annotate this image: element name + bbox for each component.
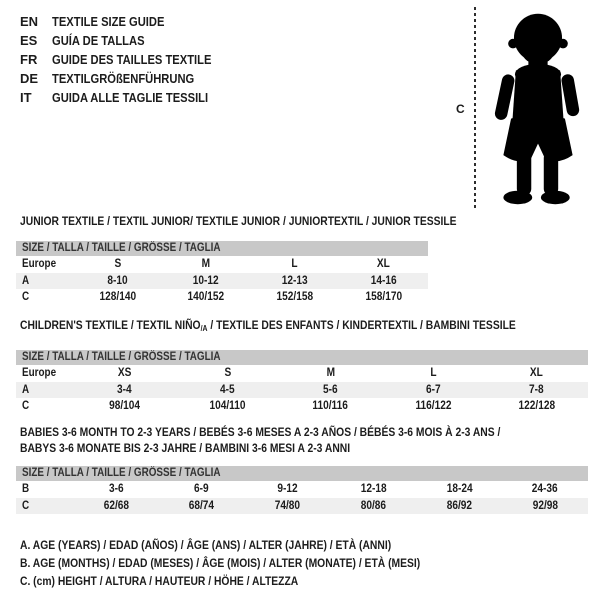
section-title-children-text xyxy=(20,318,516,333)
table-cell xyxy=(162,289,251,306)
row-label-text: Europe xyxy=(22,258,57,270)
language-row xyxy=(20,69,237,88)
table-cell xyxy=(176,365,279,382)
cell-value: L xyxy=(430,367,437,379)
cell-value: 12-13 xyxy=(281,274,308,287)
table-cell xyxy=(251,289,340,306)
table-row xyxy=(16,365,588,382)
cell-value: 86/92 xyxy=(446,499,472,512)
table-row xyxy=(16,498,588,515)
legend-note-c-text: C. (cm) HEIGHT / ALTURA / HAUTEUR / HÖHE / ALTEZZA xyxy=(20,574,299,588)
language-row xyxy=(20,88,237,107)
cell-value: 128/140 xyxy=(99,291,136,303)
section-title-children xyxy=(20,318,596,333)
section-title-babies xyxy=(20,424,579,456)
table-cell xyxy=(339,256,428,273)
cell-value: 158/170 xyxy=(365,291,402,303)
cell-value: S xyxy=(113,258,121,270)
legend-note-a xyxy=(20,536,485,554)
language-code: EN xyxy=(20,14,39,29)
cell-value: M xyxy=(326,367,335,379)
row-label-text: A xyxy=(22,383,30,396)
table-cell xyxy=(162,273,251,290)
cell-value: 10-12 xyxy=(193,274,220,287)
section-title-junior xyxy=(20,214,528,228)
language-label: GUÍA DE TALLAS xyxy=(51,33,145,48)
cell-value: 92/98 xyxy=(532,499,558,512)
row-label xyxy=(16,365,73,382)
baby-figure xyxy=(450,0,598,216)
baby-silhouette xyxy=(488,6,588,212)
size-header-label: SIZE / TALLA / TAILLE / GRÖSSE / TAGLIA xyxy=(22,467,221,479)
language-code: DE xyxy=(20,71,39,86)
size-header-label: SIZE / TALLA / TAILLE / GRÖSSE / TAGLIA xyxy=(22,351,221,363)
cell-value: 152/158 xyxy=(276,291,314,303)
table-cell xyxy=(485,365,588,382)
table-cell xyxy=(382,398,485,415)
cell-value: 110/116 xyxy=(312,400,349,412)
children-title-pre: CHILDREN'S TEXTILE / TEXTIL NIÑO xyxy=(20,318,201,332)
babies-title-line2-text: BABYS 3-6 MONATE BIS 2-3 JAHRE / BAMBINI 3-6 MESI A 2-3 ANNI xyxy=(20,441,351,455)
language-list xyxy=(20,12,237,107)
table-cell xyxy=(330,498,416,515)
cell-value: 80/86 xyxy=(360,499,387,512)
cell-value: 140/152 xyxy=(187,291,225,303)
table-cell xyxy=(176,398,279,415)
table-cell xyxy=(73,382,176,399)
height-measure-dotted-line xyxy=(474,7,476,210)
language-row xyxy=(20,12,237,31)
cell-value: 3-4 xyxy=(117,383,132,396)
language-label: GUIDE DES TAILLES TEXTILE xyxy=(51,52,212,67)
height-measure-label: C xyxy=(456,102,465,116)
table-cell xyxy=(502,498,588,515)
cell-value: 7-8 xyxy=(529,383,544,396)
table-cell xyxy=(251,256,340,273)
row-label xyxy=(16,498,73,515)
table-cell xyxy=(485,382,588,399)
cell-value: 12-18 xyxy=(360,483,387,495)
language-row xyxy=(20,31,237,50)
cell-value: 68/74 xyxy=(189,499,215,512)
legend-note-b xyxy=(20,554,485,572)
row-label-text: C xyxy=(22,291,30,303)
cell-value: 6-7 xyxy=(426,383,441,396)
children-title-post: / TEXTILE DES ENFANTS / KINDERTEXTIL / BAMBINI TESSILE xyxy=(207,318,516,332)
table-cell xyxy=(279,398,382,415)
table-cell xyxy=(162,256,251,273)
legend-note-a-text: A. AGE (YEARS) / EDAD (AÑOS) / ÂGE (ANS) / ALTER (JAHRE) / ETÀ (ANNI) xyxy=(20,538,392,552)
cell-value: L xyxy=(291,258,298,270)
babies-size-table xyxy=(16,466,588,514)
table-cell xyxy=(73,289,162,306)
legend-note-b-text: B. AGE (MONTHS) / EDAD (MESES) / ÂGE (MOIS) / ALTER (MONATE) / ETÀ (MESI) xyxy=(20,556,421,570)
table-cell xyxy=(485,398,588,415)
language-label: TEXTILE SIZE GUIDE xyxy=(51,14,165,29)
table-cell xyxy=(339,273,428,290)
table-row xyxy=(16,481,588,498)
cell-value: 104/110 xyxy=(209,400,246,412)
table-cell xyxy=(245,498,331,515)
row-label xyxy=(16,289,73,306)
table-row xyxy=(16,398,588,415)
row-label xyxy=(16,481,73,498)
table-cell xyxy=(279,382,382,399)
size-header-bar xyxy=(16,241,428,256)
legend-notes xyxy=(20,536,485,590)
cell-value: XL xyxy=(530,367,543,379)
table-cell xyxy=(176,382,279,399)
table-cell xyxy=(73,365,176,382)
row-label xyxy=(16,256,73,273)
row-label-text: B xyxy=(22,483,30,495)
cell-value: 116/122 xyxy=(415,400,452,412)
junior-size-table xyxy=(16,241,428,306)
table-cell xyxy=(502,481,588,498)
table-cell xyxy=(73,398,176,415)
cell-value: 3-6 xyxy=(108,483,124,495)
cell-value: 62/68 xyxy=(103,499,129,512)
cell-value: 5-6 xyxy=(323,383,338,396)
row-label xyxy=(16,382,73,399)
cell-value: XS xyxy=(117,367,132,379)
table-cell xyxy=(73,481,159,498)
table-cell xyxy=(279,365,382,382)
table-cell xyxy=(73,498,159,515)
table-cell xyxy=(416,498,502,515)
babies-title-line2 xyxy=(20,440,579,456)
babies-title-line1-text: BABIES 3-6 MONTH TO 2-3 YEARS / BEBÉS 3-6 MESES A 2-3 AÑOS / BÉBÉS 3-6 MOIS À 2-3 ANS / xyxy=(20,425,501,439)
cell-value: M xyxy=(201,258,211,270)
size-header-label: SIZE / TALLA / TAILLE / GRÖSSE / TAGLIA xyxy=(22,242,221,254)
row-label-text: Europe xyxy=(22,367,57,379)
babies-title-line1 xyxy=(20,424,579,440)
table-row xyxy=(16,256,428,273)
row-label-text: A xyxy=(22,274,30,287)
cell-value: 122/128 xyxy=(518,400,555,412)
table-cell xyxy=(73,256,162,273)
language-row xyxy=(20,50,237,69)
children-size-table xyxy=(16,350,588,415)
language-label: TEXTILGRÖßENFÜHRUNG xyxy=(51,71,194,86)
table-row xyxy=(16,289,428,306)
cell-value: 4-5 xyxy=(220,383,235,396)
table-row xyxy=(16,382,588,399)
table-cell xyxy=(159,498,245,515)
cell-value: 9-12 xyxy=(277,483,298,495)
row-label xyxy=(16,273,73,290)
cell-value: 18-24 xyxy=(446,483,473,495)
section-title-junior-text: JUNIOR TEXTILE / TEXTIL JUNIOR/ TEXTILE JUNIOR / JUNIORTEXTIL / JUNIOR TESSILE xyxy=(20,214,457,228)
table-cell xyxy=(416,481,502,498)
cell-value: 74/80 xyxy=(274,499,301,512)
language-code: ES xyxy=(20,33,38,48)
size-header-bar xyxy=(16,350,588,365)
table-cell xyxy=(73,273,162,290)
table-cell xyxy=(159,481,245,498)
table-cell xyxy=(245,481,331,498)
table-cell xyxy=(382,382,485,399)
cell-value: 6-9 xyxy=(194,483,210,495)
table-row xyxy=(16,273,428,290)
table-cell xyxy=(339,289,428,306)
row-label xyxy=(16,398,73,415)
cell-value: S xyxy=(224,367,231,379)
cell-value: 8-10 xyxy=(107,274,128,287)
table-cell xyxy=(330,481,416,498)
language-code: FR xyxy=(20,52,38,67)
children-title-subscript: /A xyxy=(200,324,208,333)
row-label-text: C xyxy=(22,499,30,512)
cell-value: 24-36 xyxy=(532,483,559,495)
cell-value: 98/104 xyxy=(109,400,140,412)
table-cell xyxy=(382,365,485,382)
cell-value: 14-16 xyxy=(370,274,397,287)
cell-value: XL xyxy=(377,258,391,270)
language-code: IT xyxy=(20,90,32,105)
row-label-text: C xyxy=(22,400,30,412)
legend-note-c xyxy=(20,572,485,590)
language-label: GUIDA ALLE TAGLIE TESSILI xyxy=(51,90,208,105)
size-header-bar xyxy=(16,466,588,481)
table-cell xyxy=(251,273,340,290)
